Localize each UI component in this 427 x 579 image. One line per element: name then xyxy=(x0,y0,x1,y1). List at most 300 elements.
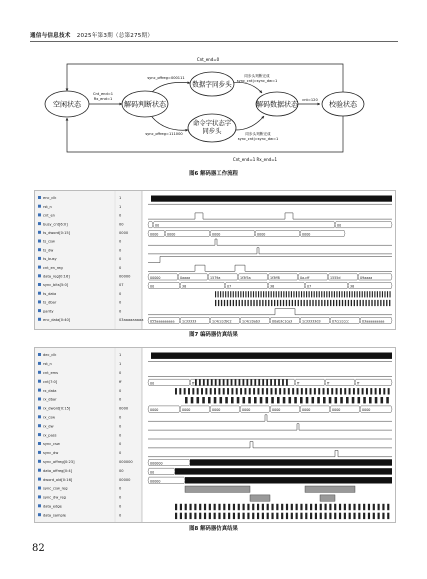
running-header xyxy=(30,31,153,39)
data-edge-wave xyxy=(281,504,283,510)
cnt-dense xyxy=(246,379,248,385)
ts-dbar-wave xyxy=(348,300,349,306)
ts-data-wave xyxy=(374,291,375,297)
ts-dbar-wave xyxy=(298,300,299,306)
rx-data-wave xyxy=(297,388,299,394)
state-data-sync-label: 数据字同步头 xyxy=(192,80,232,89)
busy-cnt-seg xyxy=(148,222,153,228)
data-edge-wave xyxy=(185,504,187,510)
signal-value: 0 xyxy=(119,397,122,402)
fig8-waveform-window xyxy=(34,347,396,523)
signal-name: ts_dbar xyxy=(43,300,57,305)
signal-icon xyxy=(38,205,41,208)
ts-dbar-wave xyxy=(368,300,369,306)
state-cmd-sync-label: 命令字状态字 xyxy=(192,119,232,127)
data-edge-wave xyxy=(305,504,307,510)
data-sample-wave xyxy=(267,513,269,519)
data-edge-wave xyxy=(209,504,211,510)
signal-icon xyxy=(38,353,41,356)
cnt-dense xyxy=(219,379,221,385)
rx-data-wave xyxy=(301,388,303,394)
edge-top-label: Cnt_end=0 xyxy=(196,57,220,62)
signal-value: 00 xyxy=(119,468,124,473)
signal-icon xyxy=(38,362,41,365)
rx-dbar-wave xyxy=(208,397,211,403)
rx-data-wave xyxy=(218,388,220,394)
cnt-dense xyxy=(195,379,197,385)
data-edge-wave xyxy=(300,504,302,510)
rx-dbar-wave xyxy=(260,397,263,403)
rx-data-wave xyxy=(327,388,329,394)
signal-name: sync_dw xyxy=(43,451,59,456)
signal-value: 1 xyxy=(119,196,122,201)
signal-name: rx_dword[0:15] xyxy=(43,406,71,411)
data-sample-wave xyxy=(180,513,182,519)
data-edge-wave xyxy=(218,504,220,510)
data-sample-wave xyxy=(214,513,216,519)
rx-dbar-wave xyxy=(220,397,223,403)
journal-name: 通信与信息技术 xyxy=(30,33,71,39)
sync-bits-label: 07 xyxy=(307,284,312,289)
ts-data-wave xyxy=(268,291,269,297)
ts-data-wave xyxy=(250,291,251,297)
signal-name: ts_dw xyxy=(43,248,54,253)
rx-dbar-wave xyxy=(294,397,297,403)
rx-data-wave xyxy=(323,388,325,394)
ts-csw-wave xyxy=(148,239,392,245)
data-edge-wave xyxy=(267,504,269,510)
data-reg-label: 00000 xyxy=(150,275,161,280)
ts-dbar-wave xyxy=(386,300,387,306)
ts-dbar-wave xyxy=(233,300,234,306)
signal-name: rx_dw xyxy=(43,424,54,429)
data-reg-label: 1f3ff8 xyxy=(270,275,280,280)
busy-cnt-seg xyxy=(153,222,335,228)
signal-icon xyxy=(38,292,41,295)
signal-name: sync_dw_reg xyxy=(43,495,66,500)
cnt-dense xyxy=(207,379,209,385)
ts-data-wave xyxy=(359,291,360,297)
rx-data-wave xyxy=(223,388,225,394)
ts-data-wave xyxy=(293,291,294,297)
rx-data-wave xyxy=(262,388,264,394)
signal-icon xyxy=(38,389,41,392)
signal-icon xyxy=(38,274,41,277)
ts-data-wave xyxy=(382,291,383,297)
cnt-bus-label: ff xyxy=(297,381,300,386)
edge-judge-cmd-label: sync_offreg=111000 xyxy=(145,132,183,136)
sync-bits-seg xyxy=(180,283,225,289)
cnt-bus-seg xyxy=(148,379,190,385)
data-sample-wave xyxy=(194,513,196,519)
ts-data-wave xyxy=(271,291,272,297)
cnt-dense xyxy=(215,379,217,385)
data-sample-wave xyxy=(252,513,254,519)
rx-data-wave xyxy=(349,388,351,394)
ts-dbar-wave xyxy=(333,300,334,306)
signal-icon xyxy=(38,231,41,234)
rx-data-wave xyxy=(288,388,290,394)
ts-data-wave xyxy=(321,291,322,297)
fig6-caption: 图6 解码器工作流程 xyxy=(189,171,238,177)
data-edge-wave xyxy=(378,504,380,510)
signal-name: cnt_en xyxy=(43,213,55,218)
ts-data-wave xyxy=(316,291,317,297)
data-sample-wave xyxy=(257,513,259,519)
signal-value: 0 xyxy=(119,371,122,375)
signal-value: 03aaaaaaaaa xyxy=(119,318,144,322)
ts-data-wave xyxy=(341,291,342,297)
rx-dword-label: 0000 xyxy=(332,408,341,413)
signal-value: 0 xyxy=(119,513,122,518)
cnt-en-reg-wave xyxy=(148,265,392,271)
ts-data-wave xyxy=(255,291,256,297)
data-sample-wave xyxy=(358,513,360,519)
rx-dbar-wave xyxy=(254,397,257,403)
ts-data-wave xyxy=(304,291,305,297)
ts-dbar-wave xyxy=(242,300,243,306)
ts-data-wave xyxy=(369,291,370,297)
rx-dbar-wave xyxy=(289,397,292,403)
data-edge-wave xyxy=(247,504,249,510)
rx-dbar-wave xyxy=(202,397,205,403)
signal-value: 0 xyxy=(119,309,122,314)
ts-dbar-wave xyxy=(236,300,237,306)
rx-dbar-wave xyxy=(243,397,246,403)
ts-data-wave xyxy=(238,291,239,297)
ts-dbar-wave xyxy=(268,300,269,306)
signal-value: 0 xyxy=(119,486,122,491)
signal-value: 0 xyxy=(119,213,122,218)
ts-dbar-wave xyxy=(312,300,313,306)
signal-icon xyxy=(38,513,41,516)
data-sample-wave xyxy=(291,513,293,519)
cnt-dense xyxy=(203,379,205,385)
cnt-dense xyxy=(258,379,260,385)
ts-data-wave xyxy=(225,291,226,297)
data-edge-wave xyxy=(286,504,288,510)
ts-dbar-wave xyxy=(289,300,290,306)
rx-data-wave xyxy=(210,388,212,394)
data-edge-wave xyxy=(349,504,351,510)
rx-dbar-wave xyxy=(237,397,240,403)
data-sample-wave xyxy=(339,513,341,519)
signal-name: cnt_ems xyxy=(43,371,59,375)
data-sample-wave xyxy=(349,513,351,519)
ts-dbar-wave xyxy=(327,300,328,306)
rx-dbar-wave xyxy=(277,397,280,403)
ts-data-wave xyxy=(379,291,380,297)
edge-data-decode-label-2: sync_cnt|=sync_dw=1 xyxy=(236,79,278,83)
rx-data-wave xyxy=(314,388,316,394)
data-edge-wave xyxy=(320,504,322,510)
data-edge-wave xyxy=(310,504,312,510)
cnt-dense xyxy=(278,379,280,385)
signal-value: 0 xyxy=(119,415,122,420)
ts-dbar-wave xyxy=(295,300,296,306)
rx-data-wave xyxy=(331,388,333,394)
signal-value: 0000 xyxy=(119,231,129,235)
edge-data-decode xyxy=(232,82,262,93)
enc-data-label: 07ccccccc xyxy=(332,319,349,324)
rx-data-wave xyxy=(236,388,238,394)
rx-data-wave xyxy=(197,388,199,394)
rx-data-wave xyxy=(292,388,294,394)
rx-dw-wave xyxy=(148,424,392,430)
ts-data-wave xyxy=(309,291,310,297)
ts-dbar-wave xyxy=(221,300,222,306)
signal-name: rst_n xyxy=(43,204,52,209)
data-edge-wave xyxy=(180,504,182,510)
rx-data-wave xyxy=(188,388,190,394)
ts-dbar-wave xyxy=(339,300,340,306)
data-sample-wave xyxy=(373,513,375,519)
ts-data-wave xyxy=(372,291,373,297)
ts-dbar-wave xyxy=(304,300,305,306)
ts-data-wave xyxy=(314,291,315,297)
rx-dword-label: 0000 xyxy=(150,408,159,413)
signal-value: 0 xyxy=(119,388,122,393)
enc-clk-wave xyxy=(151,196,392,202)
signal-icon xyxy=(38,240,41,243)
fig7-waveform-window xyxy=(34,190,396,330)
rx-data-wave xyxy=(231,388,233,394)
ts-data-wave xyxy=(291,291,292,297)
data-sample-wave xyxy=(218,513,220,519)
signal-icon xyxy=(38,433,41,436)
data-edge-wave xyxy=(204,504,206,510)
signal-value: 0 xyxy=(119,451,122,456)
ts-data-wave xyxy=(273,291,274,297)
data-edge-wave xyxy=(291,504,293,510)
ts-dbar-wave xyxy=(354,300,355,306)
ts-dbar-wave xyxy=(265,300,266,306)
cnt-bus-label: 00 xyxy=(150,381,155,386)
ts-data-wave xyxy=(283,291,284,297)
signal-value: 07 xyxy=(119,283,124,288)
rx-dword-label: 0000 xyxy=(272,408,281,413)
signal-icon xyxy=(38,504,41,507)
enc-data-label: 00ab3c1ca3 xyxy=(272,319,293,324)
data-edge-wave xyxy=(368,504,370,510)
rx-dbar-wave xyxy=(271,397,274,403)
ts-dbar-wave xyxy=(230,300,231,306)
cnt-dense xyxy=(227,379,229,385)
signal-name: ts_busy xyxy=(43,257,57,262)
signal-value: 0 xyxy=(119,300,122,305)
state-decode-data xyxy=(256,92,299,116)
ts-dbar-wave xyxy=(365,300,366,306)
signal-name: dword_old[0:16] xyxy=(43,477,73,482)
data-edge-wave xyxy=(373,504,375,510)
signal-icon xyxy=(38,248,41,251)
data-sample-wave xyxy=(334,513,336,519)
signal-value: 00000 xyxy=(119,477,131,482)
rx-data-wave xyxy=(305,388,307,394)
ts-data-wave xyxy=(253,291,254,297)
data-offreg-label: 00 xyxy=(150,470,155,475)
data-edge-wave xyxy=(214,504,216,510)
rx-data-wave xyxy=(375,388,377,394)
data-sample-wave xyxy=(175,513,177,519)
ts-data-wave xyxy=(349,291,350,297)
signal-icon xyxy=(38,222,41,225)
signal-icon xyxy=(38,380,41,383)
state-cmd-sync xyxy=(188,114,236,142)
ts-data-wave xyxy=(357,291,358,297)
edge-idle-judge-label-2: Rx_end=1 xyxy=(93,97,113,101)
signal-value: 0 xyxy=(119,442,122,447)
rx-dword-label: 0000 xyxy=(182,408,191,413)
enc-data-label: 03aaaaaaaaa xyxy=(362,319,385,324)
rx-data-wave xyxy=(175,388,177,394)
header-rule xyxy=(30,41,398,42)
signal-icon xyxy=(38,495,41,498)
cnt-dense xyxy=(243,379,245,385)
fig8-caption: 图8 解码器仿真结果 xyxy=(189,526,238,532)
signal-icon xyxy=(38,460,41,463)
rx-data-wave xyxy=(336,388,338,394)
signal-icon xyxy=(38,406,41,409)
data-sample-wave xyxy=(247,513,249,519)
data-sample-wave xyxy=(238,513,240,519)
ts-data-wave xyxy=(354,291,355,297)
rx-data-wave xyxy=(240,388,242,394)
cnt-dense xyxy=(282,379,284,385)
signal-value: 0 xyxy=(119,265,122,270)
signal-name: data_sample xyxy=(43,513,66,518)
signal-icon xyxy=(38,469,41,472)
ts-data-wave xyxy=(220,291,221,297)
rx-data-wave xyxy=(201,388,203,394)
edge-judge-data xyxy=(152,82,190,92)
ts-data-wave xyxy=(230,291,231,297)
rx-data-wave xyxy=(318,388,320,394)
signal-name: dec_clk xyxy=(43,353,57,358)
ts-data-wave xyxy=(233,291,234,297)
ts-dbar-wave xyxy=(286,300,287,306)
ts-dbar-wave xyxy=(321,300,322,306)
rx-data-wave xyxy=(266,388,268,394)
ts-data-wave xyxy=(263,291,264,297)
cnt-dense xyxy=(270,379,272,385)
signal-value: 0 xyxy=(119,248,122,253)
data-reg-label: 0aaaa xyxy=(180,275,191,280)
ts-dbar-wave xyxy=(301,300,302,306)
sync-bits-label: 07 xyxy=(227,284,232,289)
signal-name: enc_clk xyxy=(43,196,57,201)
ts-dbar-wave xyxy=(262,300,263,306)
rx-data-wave xyxy=(340,388,342,394)
sync-dw-wave xyxy=(148,450,392,456)
rx-dbar-wave xyxy=(317,397,320,403)
ts-data-wave xyxy=(261,291,262,297)
ts-data-wave xyxy=(245,291,246,297)
signal-name: parity xyxy=(43,309,54,314)
ts-data-wave xyxy=(240,291,241,297)
cnt-dense xyxy=(199,379,201,385)
cnt-bus-seg xyxy=(295,379,325,385)
signal-name: rx_dbar xyxy=(43,397,57,402)
cnt-dense xyxy=(250,379,252,385)
rx-dword-label: 0000 xyxy=(242,408,251,413)
cnt-dense xyxy=(266,379,268,385)
data-edge-wave xyxy=(324,504,326,510)
cnt-dense xyxy=(211,379,213,385)
ts-data-wave xyxy=(362,291,363,297)
fig7-caption: 图7 编码器仿真结果 xyxy=(189,332,238,338)
rx-data-wave xyxy=(366,388,368,394)
data-sample-wave xyxy=(233,513,235,519)
data-edge-wave xyxy=(339,504,341,510)
cnt-dense xyxy=(262,379,264,385)
sync-offreg-label: 000000 xyxy=(150,461,163,466)
ts-dbar-wave xyxy=(318,300,319,306)
state-idle-label: 空闲状态 xyxy=(53,100,81,109)
data-sample-wave xyxy=(378,513,380,519)
rx-dbar-wave xyxy=(191,397,194,403)
ts-data-wave xyxy=(306,291,307,297)
rx-data-wave xyxy=(270,388,272,394)
ts-data-wave xyxy=(223,291,224,297)
data-reg-label: 09aaaa xyxy=(360,275,373,280)
rx-dbar-wave xyxy=(283,397,286,403)
signal-value: 1 xyxy=(119,204,122,209)
signal-name: sync_csw_reg xyxy=(43,486,68,491)
data-sample-wave xyxy=(300,513,302,519)
data-edge-wave xyxy=(199,504,201,510)
ts-dbar-wave xyxy=(389,300,390,306)
ts-dbar-wave xyxy=(227,300,228,306)
rx-data-wave xyxy=(227,388,229,394)
ts-dbar-wave xyxy=(256,300,257,306)
signal-icon xyxy=(38,487,41,490)
rx-data-wave xyxy=(383,388,385,394)
signal-value: 0 xyxy=(119,433,122,438)
ts-dbar-wave xyxy=(351,300,352,306)
ts-dword-label: 0000 xyxy=(302,232,311,237)
data-reg-label: 0a-cff xyxy=(300,275,310,280)
ts-dbar-wave xyxy=(342,300,343,306)
ts-data-wave xyxy=(384,291,385,297)
ts-dbar-wave xyxy=(247,300,248,306)
signal-icon xyxy=(38,451,41,454)
data-reg-label: 1555d xyxy=(330,275,341,280)
ts-data-wave xyxy=(266,291,267,297)
rx-dbar-wave xyxy=(312,397,315,403)
signal-name: rst_n xyxy=(43,362,52,367)
rx-csw-wave xyxy=(148,415,392,421)
rx-data-wave xyxy=(353,388,355,394)
state-decode-judge xyxy=(122,91,168,117)
rx-dbar-wave xyxy=(386,397,389,403)
signal-name: cnt_en_reg xyxy=(43,265,63,270)
ts-data-wave xyxy=(331,291,332,297)
edge-decode-parity-label: cnt=120 xyxy=(302,98,318,102)
rx-dbar-wave xyxy=(358,397,361,403)
ts-data-wave xyxy=(301,291,302,297)
data-edge-wave xyxy=(223,504,225,510)
sync-bits-seg xyxy=(348,283,392,289)
signal-name: sync_offreg[0:23] xyxy=(43,460,75,464)
signal-name: data_edge xyxy=(43,504,62,509)
signal-name: cnt[7:0] xyxy=(43,379,58,384)
fig8-waveform xyxy=(35,348,395,522)
rx-data-wave xyxy=(310,388,312,394)
signal-icon xyxy=(38,442,41,445)
edge-cmd-decode-label-2: sync_cnt|=sync_dw=1 xyxy=(237,137,279,141)
rx-dbar-wave xyxy=(248,397,251,403)
